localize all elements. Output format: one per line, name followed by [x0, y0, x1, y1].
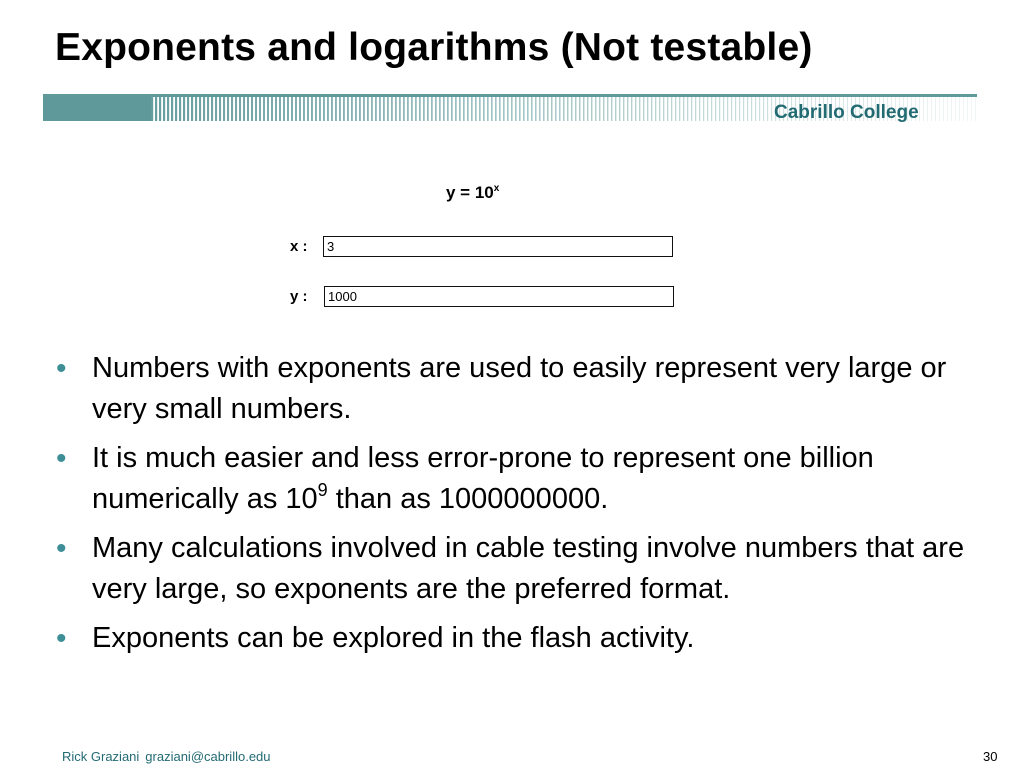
bullet-text-post: than as 1000000000. — [327, 483, 609, 515]
band-stripe — [527, 96, 529, 121]
bullet-dot-icon: • — [56, 352, 67, 385]
band-stripe — [283, 96, 285, 121]
band-stripe — [727, 96, 728, 121]
band-stripe — [703, 96, 704, 121]
flash-formula — [446, 183, 499, 203]
band-stripe — [555, 96, 557, 121]
band-stripe — [187, 96, 189, 121]
band-stripe — [239, 96, 241, 121]
band-stripe — [595, 96, 596, 121]
band-stripe — [739, 96, 740, 121]
band-stripe — [939, 96, 940, 121]
band-stripe — [327, 96, 329, 121]
band-stripe — [335, 96, 337, 121]
band-stripe — [535, 96, 537, 121]
band-stripe — [467, 96, 469, 121]
band-stripe — [447, 96, 449, 121]
band-stripe — [691, 96, 692, 121]
band-stripe — [419, 96, 421, 121]
band-stripe — [451, 96, 453, 121]
band-stripe — [731, 96, 732, 121]
band-stripe — [959, 96, 960, 121]
band-stripe — [587, 96, 588, 121]
band-stripe — [635, 96, 636, 121]
band-stripe — [475, 96, 477, 121]
band-stripe — [431, 96, 433, 121]
bullet-item — [56, 618, 996, 659]
band-stripe — [599, 96, 600, 121]
band-stripe — [559, 96, 561, 121]
band-stripe — [267, 96, 269, 121]
band-stripe — [671, 96, 672, 121]
band-stripe — [763, 96, 764, 121]
band-stripe — [927, 96, 928, 121]
band-stripe — [215, 96, 217, 121]
band-stripe — [935, 96, 936, 121]
band-stripe — [307, 96, 309, 121]
band-stripe — [219, 96, 221, 121]
band-stripe — [411, 96, 413, 121]
band-stripe — [195, 96, 197, 121]
band-stripe — [287, 96, 289, 121]
band-stripe — [623, 96, 624, 121]
band-stripe — [227, 96, 229, 121]
band-stripe — [151, 96, 153, 121]
band-stripe — [759, 96, 760, 121]
band-stripe — [199, 96, 201, 121]
band-stripe — [423, 96, 425, 121]
band-stripe — [955, 96, 956, 121]
band-stripe — [639, 96, 640, 121]
page-number: 30 — [983, 749, 998, 764]
band-stripe — [655, 96, 656, 121]
footer-credit — [62, 749, 271, 764]
band-stripe — [579, 96, 580, 121]
band-stripe — [627, 96, 628, 121]
footer-author: Rick Graziani — [62, 749, 140, 764]
band-stripe — [223, 96, 225, 121]
y-label: y : — [290, 288, 308, 305]
band-stripe — [771, 96, 772, 121]
band-stripe — [695, 96, 696, 121]
band-stripe — [247, 96, 249, 121]
band-stripe — [751, 96, 752, 121]
band-stripe — [651, 96, 652, 121]
band-stripe — [615, 96, 616, 121]
band-stripe — [755, 96, 756, 121]
band-stripe — [951, 96, 952, 121]
band-stripe — [495, 96, 497, 121]
band-stripe — [707, 96, 708, 121]
bullet-item — [56, 528, 996, 610]
band-stripe — [499, 96, 501, 121]
band-stripe — [155, 96, 157, 121]
footer-email: graziani@cabrillo.edu — [145, 749, 271, 764]
formula-base: y = 10 — [446, 183, 494, 202]
band-stripe — [179, 96, 181, 121]
band-stripe — [483, 96, 485, 121]
band-stripe — [919, 96, 920, 121]
band-stripe — [591, 96, 592, 121]
band-stripe — [399, 96, 401, 121]
slide-title: Exponents and logarithms (Not testable) — [55, 26, 813, 69]
band-stripe — [947, 96, 948, 121]
band-stripe — [767, 96, 768, 121]
band-stripe — [363, 96, 365, 121]
band-stripe — [183, 96, 185, 121]
band-stripe — [723, 96, 724, 121]
band-stripe — [383, 96, 385, 121]
band-stripe — [687, 96, 688, 121]
band-stripe — [547, 96, 549, 121]
band-stripe — [683, 96, 684, 121]
band-stripe — [371, 96, 373, 121]
band-stripe — [323, 96, 325, 121]
band-stripe — [415, 96, 417, 121]
band-stripe — [211, 96, 213, 121]
band-stripe — [699, 96, 700, 121]
band-stripe — [943, 96, 944, 121]
band-stripe — [543, 96, 545, 121]
band-stripe — [395, 96, 397, 121]
band-stripe — [643, 96, 644, 121]
band-stripe — [439, 96, 441, 121]
band-stripe — [471, 96, 473, 121]
band-stripe — [523, 96, 525, 121]
band-stripe — [519, 96, 521, 121]
college-name: Cabrillo College — [774, 102, 919, 123]
band-stripe — [279, 96, 281, 121]
band-stripe — [747, 96, 748, 121]
x-label: x : — [290, 238, 308, 255]
bullet-dot-icon: • — [56, 622, 67, 655]
band-stripe — [331, 96, 333, 121]
band-stripe — [443, 96, 445, 121]
band-stripe — [427, 96, 429, 121]
band-stripe — [299, 96, 301, 121]
bullet-item — [56, 348, 996, 430]
band-stripe — [631, 96, 632, 121]
band-stripe — [675, 96, 676, 121]
band-stripe — [387, 96, 389, 121]
band-stripe — [975, 96, 976, 121]
band-stripe — [603, 96, 604, 121]
band-stripe — [315, 96, 317, 121]
bullet-dot-icon: • — [56, 532, 67, 565]
band-stripe — [271, 96, 273, 121]
band-stripe — [231, 96, 233, 121]
band-stripe — [515, 96, 517, 121]
band-stripe — [391, 96, 393, 121]
band-stripe — [291, 96, 293, 121]
band-stripe — [571, 96, 572, 121]
band-stripe — [647, 96, 648, 121]
band-stripe — [663, 96, 664, 121]
band-stripe — [311, 96, 313, 121]
band-stripe — [167, 96, 169, 121]
bullet-text: Exponents can be explored in the flash activity. — [92, 622, 695, 654]
band-stripe — [479, 96, 481, 121]
band-stripe — [491, 96, 493, 121]
band-stripe — [455, 96, 457, 121]
band-stripe — [243, 96, 245, 121]
band-stripe — [539, 96, 541, 121]
band-stripe — [303, 96, 305, 121]
band-stripe — [251, 96, 253, 121]
bullet-text: Numbers with exponents are used to easily represent very large or very small numbers. — [92, 352, 947, 425]
band-stripe — [343, 96, 345, 121]
band-stripe — [175, 96, 177, 121]
band-stripe — [339, 96, 341, 121]
bullet-text: Many calculations involved in cable testing involve numbers that are very large, so exponents are the preferred format. — [92, 532, 965, 605]
band-stripe — [667, 96, 668, 121]
band-solid-block — [43, 96, 151, 121]
formula-exponent: x — [493, 183, 500, 194]
band-stripe — [459, 96, 461, 121]
bullet-list — [56, 348, 996, 667]
band-stripe — [263, 96, 265, 121]
band-stripe — [487, 96, 489, 121]
band-stripe — [319, 96, 321, 121]
band-stripe — [611, 96, 612, 121]
band-stripe — [435, 96, 437, 121]
band-stripe — [607, 96, 608, 121]
band-stripe — [923, 96, 924, 121]
band-stripe — [931, 96, 932, 121]
band-stripe — [967, 96, 968, 121]
bullet-dot-icon: • — [56, 442, 67, 475]
band-stripe — [403, 96, 405, 121]
band-stripe — [375, 96, 377, 121]
bullet-text-pre: It is much easier and less error-prone to represent one billion numerically as 10 — [92, 442, 874, 515]
band-stripe — [163, 96, 165, 121]
band-stripe — [507, 96, 509, 121]
band-stripe — [203, 96, 205, 121]
band-stripe — [159, 96, 161, 121]
band-stripe — [207, 96, 209, 121]
band-stripe — [679, 96, 680, 121]
band-stripe — [463, 96, 465, 121]
band-stripe — [359, 96, 361, 121]
band-stripe — [719, 96, 720, 121]
band-stripe — [259, 96, 261, 121]
band-stripe — [715, 96, 716, 121]
band-stripe — [171, 96, 173, 121]
band-stripe — [379, 96, 381, 121]
band-stripe — [275, 96, 277, 121]
band-stripe — [563, 96, 565, 121]
bullet-item — [56, 438, 996, 520]
x-input[interactable] — [323, 236, 673, 257]
band-stripe — [511, 96, 513, 121]
band-stripe — [659, 96, 660, 121]
bullet-superscript: 9 — [317, 480, 328, 500]
band-stripe — [963, 96, 964, 121]
band-stripe — [295, 96, 297, 121]
band-stripe — [575, 96, 576, 121]
band-stripe — [235, 96, 237, 121]
band-stripe — [711, 96, 712, 121]
band-stripe — [255, 96, 257, 121]
band-stripe — [503, 96, 505, 121]
y-input[interactable] — [324, 286, 674, 307]
band-stripe — [743, 96, 744, 121]
band-stripe — [551, 96, 553, 121]
band-stripe — [355, 96, 357, 121]
band-stripe — [191, 96, 193, 121]
band-stripe — [367, 96, 369, 121]
band-stripe — [971, 96, 972, 121]
band-stripe — [407, 96, 409, 121]
band-stripe — [735, 96, 736, 121]
band-stripe — [567, 96, 568, 121]
band-stripe — [351, 96, 353, 121]
band-stripe — [583, 96, 584, 121]
band-stripe — [347, 96, 349, 121]
band-stripe — [531, 96, 533, 121]
band-stripe — [619, 96, 620, 121]
